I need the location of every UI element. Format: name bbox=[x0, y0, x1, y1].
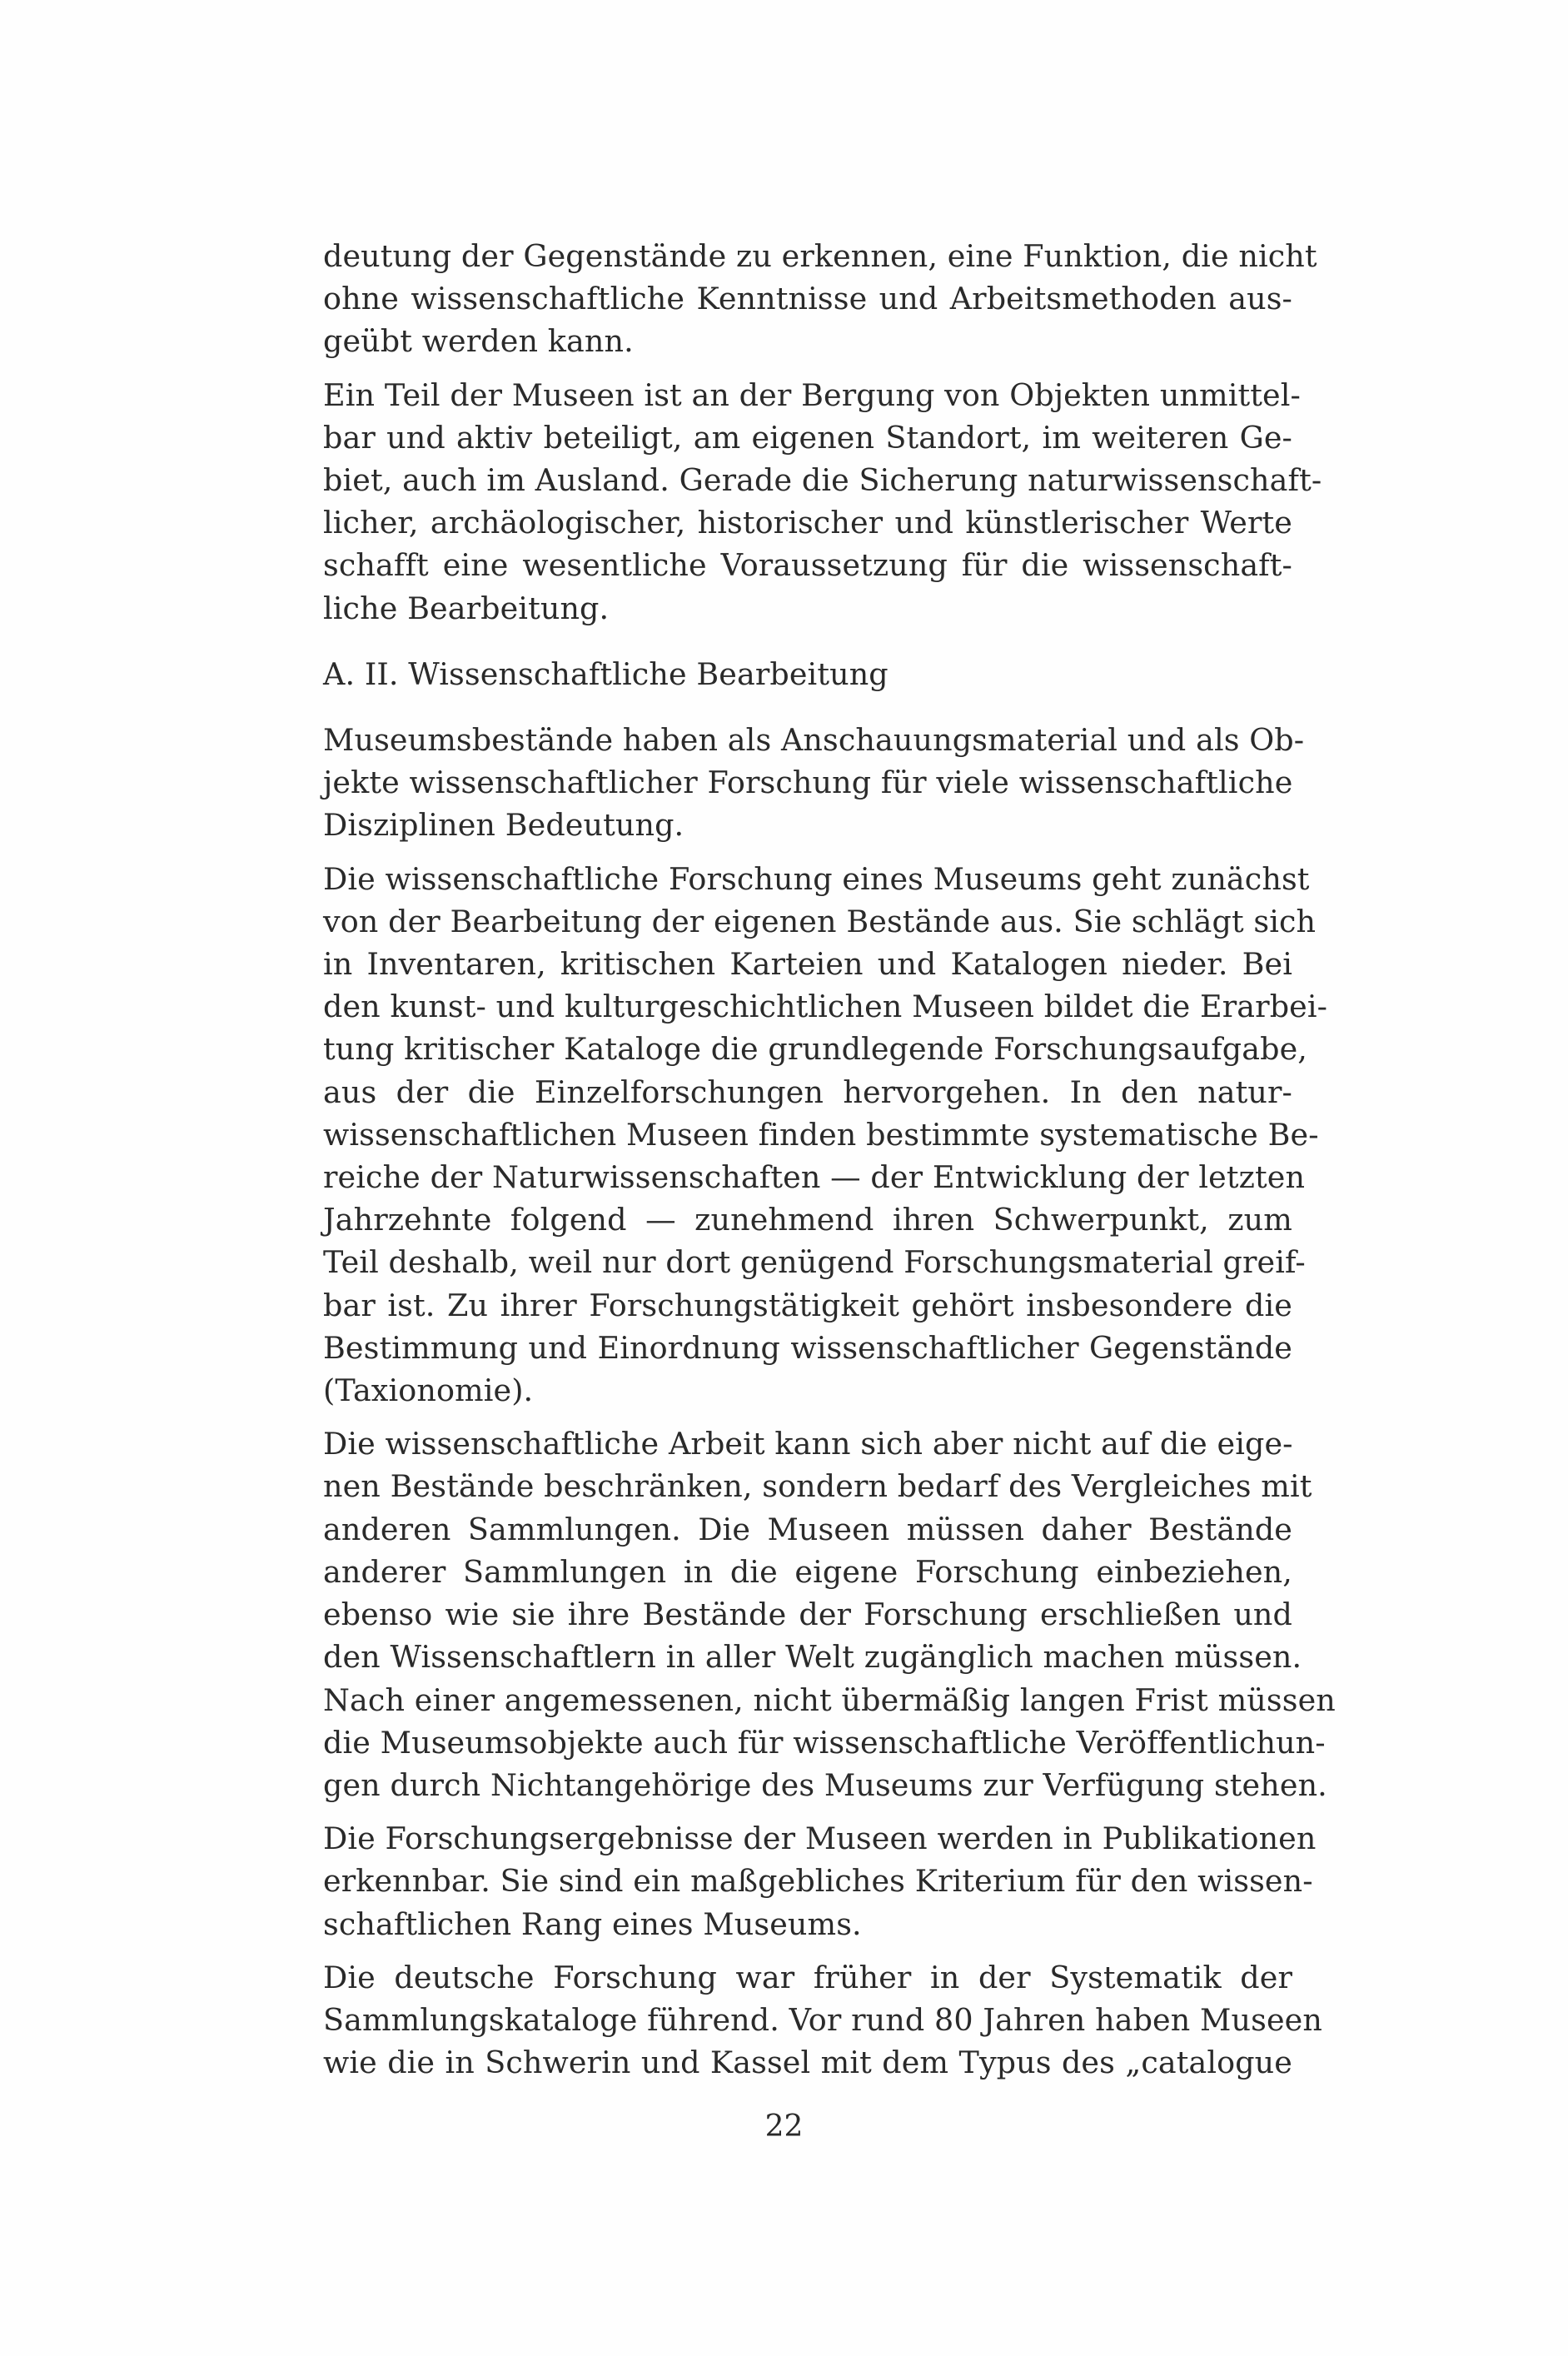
text-line: Nach einer angemessenen, nicht übermäßig langen Frist müssen bbox=[323, 1681, 1336, 1718]
text-line: Sammlungskataloge führend. Vor rund 80 Jahren haben Museen bbox=[323, 2001, 1322, 2038]
page-number: 22 bbox=[764, 2109, 804, 2144]
section-heading-text: A. II. Wissenschaftliche Bearbeitung bbox=[323, 655, 889, 692]
text-line: wissenschaftlichen Museen finden bestimmte systematische Be- bbox=[323, 1116, 1319, 1153]
section-heading bbox=[323, 653, 1292, 695]
text-line: licher, archäologischer, historischer und künstlerischer Werte bbox=[323, 505, 1292, 541]
paragraph bbox=[323, 1422, 1336, 1806]
paragraph bbox=[323, 374, 1322, 630]
text-line: gen durch Nichtangehörige des Museums zur Verfügung stehen. bbox=[323, 1766, 1327, 1803]
text-line: (Taxionomie). bbox=[323, 1372, 534, 1409]
text-line: anderer Sammlungen in die eigene Forschung einbeziehen, bbox=[323, 1553, 1292, 1590]
paragraph bbox=[323, 719, 1305, 847]
text-line: Teil deshalb, weil nur dort genügend Forschungsmaterial greif- bbox=[323, 1244, 1306, 1281]
text-line: jekte wissenschaftlicher Forschung für viele wissenschaftliche bbox=[323, 765, 1293, 801]
text-line: Die deutsche Forschung war früher in der Systematik der bbox=[323, 1959, 1292, 1995]
text-line: deutung der Gegenstände zu erkennen, eine Funktion, die nicht bbox=[323, 238, 1317, 274]
text-line: Jahrzehnte folgend — zunehmend ihren Schwerpunkt, zum bbox=[323, 1202, 1292, 1238]
text-line: schafft eine wesentliche Voraussetzung für die wissenschaft- bbox=[323, 547, 1292, 584]
text-line: aus der die Einzelforschungen hervorgehen. In den natur- bbox=[323, 1073, 1292, 1110]
text-line: ebenso wie sie ihre Bestände der Forschung erschließen und bbox=[323, 1596, 1292, 1633]
paragraph bbox=[323, 235, 1317, 363]
text-line: nen Bestände beschränken, sondern bedarf des Vergleiches mit bbox=[323, 1468, 1312, 1505]
paragraph bbox=[323, 1956, 1322, 2085]
text-line: in Inventaren, kritischen Karteien und Katalogen nieder. Bei bbox=[323, 946, 1292, 983]
text-line: erkennbar. Sie sind ein maßgebliches Kriterium für den wissen- bbox=[323, 1863, 1313, 1900]
text-line: Die wissenschaftliche Forschung eines Museums geht zunächst bbox=[323, 860, 1310, 897]
text-line: schaftlichen Rang eines Museums. bbox=[323, 1905, 862, 1942]
text-line: bar ist. Zu ihrer Forschungstätigkeit gehört insbesondere die bbox=[323, 1287, 1292, 1323]
text-line: von der Bearbeitung der eigenen Bestände aus. Sie schlägt sich bbox=[323, 903, 1317, 939]
text-line: den Wissenschaftlern in aller Welt zugänglich machen müssen. bbox=[323, 1639, 1302, 1676]
text-line: anderen Sammlungen. Die Museen müssen daher Bestände bbox=[323, 1511, 1292, 1547]
text-line: den kunst- und kulturgeschichtlichen Museen bildet die Erarbei- bbox=[323, 989, 1328, 1025]
body-text bbox=[323, 235, 1336, 2094]
text-line: Museumsbestände haben als Anschauungsmaterial und als Ob- bbox=[323, 722, 1305, 759]
text-line: Ein Teil der Museen ist an der Bergung von Objekten unmittel- bbox=[323, 376, 1301, 413]
text-line: Disziplinen Bedeutung. bbox=[323, 807, 684, 844]
text-line: die Museumsobjekte auch für wissenschaftliche Veröffentlichun- bbox=[323, 1724, 1326, 1761]
text-line: geübt werden kann. bbox=[323, 323, 634, 360]
text-line: Die wissenschaftliche Arbeit kann sich aber nicht auf die eige- bbox=[323, 1426, 1293, 1462]
text-line: biet, auch im Ausland. Gerade die Sicherung naturwissenschaft- bbox=[323, 462, 1322, 499]
text-line: bar und aktiv beteiligt, am eigenen Standort, im weiteren Ge- bbox=[323, 419, 1292, 456]
text-line: tung kritischer Kataloge die grundlegende Forschungsaufgabe, bbox=[323, 1031, 1308, 1068]
text-line: reiche der Naturwissenschaften — der Entwicklung der letzten bbox=[323, 1159, 1306, 1196]
paragraph bbox=[323, 858, 1328, 1412]
paragraph bbox=[323, 1817, 1317, 1945]
text-line: wie die in Schwerin und Kassel mit dem Typus des „catalogue bbox=[323, 2045, 1292, 2081]
text-line: liche Bearbeitung. bbox=[323, 590, 610, 626]
text-line: ohne wissenschaftliche Kenntnisse und Arbeitsmethoden aus- bbox=[323, 281, 1292, 317]
text-line: Bestimmung und Einordnung wissenschaftlicher Gegenstände bbox=[323, 1329, 1292, 1366]
text-line: Die Forschungsergebnisse der Museen werden in Publikationen bbox=[323, 1821, 1317, 1857]
